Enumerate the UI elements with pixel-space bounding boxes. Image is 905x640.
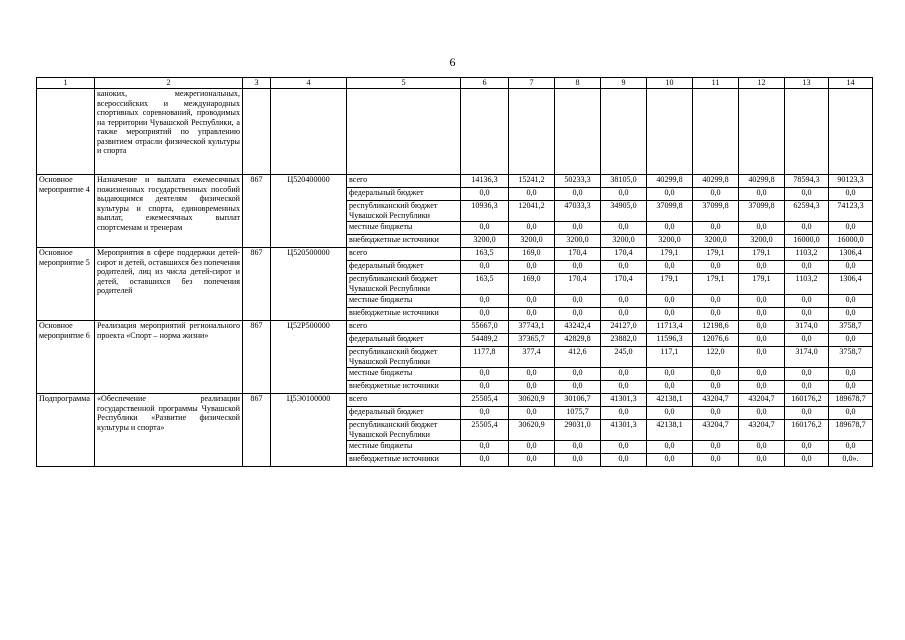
- value-cell: 117,1: [647, 347, 693, 368]
- activity-description: Назначение и выплата ежемесячных пожизненных государственных пособий выдающимся деятелям физической культуры и спорта, единовременных выплат, ежемесячных выплат спортсменам и тренерам: [95, 175, 243, 248]
- empty-cell: [829, 89, 873, 175]
- value-cell: 29031,0: [555, 420, 601, 441]
- value-cell: 0,0: [601, 188, 647, 201]
- value-cell: 0,0: [601, 308, 647, 321]
- funding-source: внебюджетные источники: [347, 381, 461, 394]
- value-cell: 0,0: [601, 295, 647, 308]
- value-cell: 0,0: [601, 381, 647, 394]
- header-cell: 8: [555, 78, 601, 89]
- value-cell: 0,0: [693, 407, 739, 420]
- value-cell: 0,0: [785, 188, 829, 201]
- value-cell: 169,0: [509, 274, 555, 295]
- funding-source: федеральный бюджет: [347, 188, 461, 201]
- value-cell: 0,0: [739, 188, 785, 201]
- value-cell: 0,0: [739, 441, 785, 454]
- value-cell: 179,1: [647, 248, 693, 261]
- activity-description: Реализация мероприятий регионального проекта «Спорт – норма жизни»: [95, 321, 243, 394]
- header-cell: 10: [647, 78, 693, 89]
- value-cell: 0,0: [509, 441, 555, 454]
- value-cell: 179,1: [693, 248, 739, 261]
- value-cell: 0,0: [509, 381, 555, 394]
- value-cell: 0,0: [647, 295, 693, 308]
- value-cell: 0,0: [739, 368, 785, 381]
- value-cell: 0,0: [509, 188, 555, 201]
- value-cell: 37099,8: [739, 201, 785, 222]
- value-cell: 160176,2: [785, 420, 829, 441]
- value-cell: 160176,2: [785, 394, 829, 407]
- table-row: [37, 248, 873, 261]
- value-cell: 15241,2: [509, 175, 555, 188]
- value-cell: 3200,0: [461, 235, 509, 248]
- value-cell: 12041,2: [509, 201, 555, 222]
- continuation-description: каноких, межрегиональных, всероссийских и международных спортивных соревнований, проводимых на территории Чувашской Республики, а также мероприятий по управлению развитием отрасли физической культуры и спорта: [95, 89, 243, 175]
- value-cell: 30620,9: [509, 394, 555, 407]
- value-cell: 0,0: [785, 261, 829, 274]
- value-cell: 189678,7: [829, 394, 873, 407]
- activity-name: Подпрограмма: [37, 394, 95, 467]
- value-cell: 0,0: [739, 222, 785, 235]
- value-cell: 1103,2: [785, 274, 829, 295]
- classification-code: Ц520400000: [271, 175, 347, 248]
- value-cell: 0,0: [509, 454, 555, 467]
- value-cell: 0,0: [509, 407, 555, 420]
- empty-cell: [601, 89, 647, 175]
- header-cell: 9: [601, 78, 647, 89]
- value-cell: 16000,0: [785, 235, 829, 248]
- value-cell: 0,0: [601, 441, 647, 454]
- value-cell: 74123,3: [829, 201, 873, 222]
- funding-source: внебюджетные источники: [347, 308, 461, 321]
- value-cell: 0,0: [509, 261, 555, 274]
- value-cell: 37743,1: [509, 321, 555, 334]
- header-cell: 14: [829, 78, 873, 89]
- value-cell: 3758,7: [829, 347, 873, 368]
- activity-description: Мероприятия в сфере поддержки детей-сирот и детей, оставшихся без попечения родителей, лиц из числа детей-сирот и детей, оставшихся без попечения родителей: [95, 248, 243, 321]
- value-cell: 189678,7: [829, 420, 873, 441]
- value-cell: 38105,0: [601, 175, 647, 188]
- value-cell: 0,0: [785, 368, 829, 381]
- header-cell: 7: [509, 78, 555, 89]
- value-cell: 37099,8: [693, 201, 739, 222]
- value-cell: 0,0: [555, 454, 601, 467]
- continuation-row: [37, 89, 873, 175]
- value-cell: 0,0: [739, 407, 785, 420]
- value-cell: 170,4: [555, 274, 601, 295]
- value-cell: 0,0».: [829, 454, 873, 467]
- table-row: [37, 175, 873, 188]
- value-cell: 245,0: [601, 347, 647, 368]
- value-cell: 0,0: [461, 308, 509, 321]
- value-cell: 24127,0: [601, 321, 647, 334]
- value-cell: 412,6: [555, 347, 601, 368]
- value-cell: 43242,4: [555, 321, 601, 334]
- empty-cell: [509, 89, 555, 175]
- value-cell: 3200,0: [693, 235, 739, 248]
- header-cell: 1: [37, 78, 95, 89]
- value-cell: 3174,0: [785, 321, 829, 334]
- funding-source: внебюджетные источники: [347, 454, 461, 467]
- funding-source: местные бюджеты: [347, 441, 461, 454]
- funding-source: федеральный бюджет: [347, 407, 461, 420]
- funding-source: республиканский бюджет Чувашской Республики: [347, 201, 461, 222]
- empty-cell: [243, 89, 271, 175]
- value-cell: 0,0: [509, 222, 555, 235]
- value-cell: 1075,7: [555, 407, 601, 420]
- value-cell: 0,0: [785, 334, 829, 347]
- value-cell: 0,0: [785, 295, 829, 308]
- value-cell: 163,5: [461, 274, 509, 295]
- value-cell: 54489,2: [461, 334, 509, 347]
- budget-table: [36, 77, 873, 467]
- value-cell: 0,0: [739, 454, 785, 467]
- empty-cell: [347, 89, 461, 175]
- funding-source: республиканский бюджет Чувашской Республики: [347, 274, 461, 295]
- value-cell: 0,0: [601, 407, 647, 420]
- value-cell: 3200,0: [601, 235, 647, 248]
- funding-source: местные бюджеты: [347, 368, 461, 381]
- activity-name: Основное мероприятие 4: [37, 175, 95, 248]
- value-cell: 42829,8: [555, 334, 601, 347]
- value-cell: 0,0: [739, 347, 785, 368]
- value-cell: 0,0: [693, 308, 739, 321]
- value-cell: 0,0: [555, 441, 601, 454]
- value-cell: 12076,6: [693, 334, 739, 347]
- value-cell: 0,0: [693, 261, 739, 274]
- value-cell: 163,5: [461, 248, 509, 261]
- value-cell: 41301,3: [601, 420, 647, 441]
- value-cell: 0,0: [461, 407, 509, 420]
- value-cell: 0,0: [785, 308, 829, 321]
- empty-cell: [555, 89, 601, 175]
- funding-source: республиканский бюджет Чувашской Республики: [347, 347, 461, 368]
- value-cell: 0,0: [739, 381, 785, 394]
- header-cell: 13: [785, 78, 829, 89]
- value-cell: 0,0: [555, 222, 601, 235]
- value-cell: 0,0: [601, 368, 647, 381]
- value-cell: 0,0: [647, 381, 693, 394]
- value-cell: 170,4: [601, 248, 647, 261]
- table-row: [37, 321, 873, 334]
- value-cell: 0,0: [461, 295, 509, 308]
- value-cell: 37099,8: [647, 201, 693, 222]
- value-cell: 0,0: [647, 407, 693, 420]
- value-cell: 0,0: [509, 368, 555, 381]
- value-cell: 0,0: [647, 222, 693, 235]
- value-cell: 0,0: [693, 222, 739, 235]
- value-cell: 43204,7: [739, 394, 785, 407]
- header-cell: 3: [243, 78, 271, 89]
- classification-code: Ц520500000: [271, 248, 347, 321]
- value-cell: 0,0: [829, 441, 873, 454]
- value-cell: 0,0: [461, 188, 509, 201]
- value-cell: 42138,1: [647, 420, 693, 441]
- funding-source: федеральный бюджет: [347, 261, 461, 274]
- value-cell: 0,0: [739, 321, 785, 334]
- value-cell: 0,0: [461, 454, 509, 467]
- value-cell: 0,0: [647, 441, 693, 454]
- agency-code: 867: [243, 321, 271, 394]
- value-cell: 30106,7: [555, 394, 601, 407]
- page-number: 6: [449, 55, 456, 69]
- value-cell: 170,4: [555, 248, 601, 261]
- value-cell: 179,1: [739, 274, 785, 295]
- value-cell: 16000,0: [829, 235, 873, 248]
- value-cell: 0,0: [829, 261, 873, 274]
- header-cell: 4: [271, 78, 347, 89]
- funding-source: федеральный бюджет: [347, 334, 461, 347]
- funding-source: внебюджетные источники: [347, 235, 461, 248]
- value-cell: 0,0: [829, 368, 873, 381]
- funding-source: всего: [347, 394, 461, 407]
- funding-source: республиканский бюджет Чувашской Республики: [347, 420, 461, 441]
- value-cell: 0,0: [829, 308, 873, 321]
- funding-source: местные бюджеты: [347, 222, 461, 235]
- header-cell: 2: [95, 78, 243, 89]
- value-cell: 78594,3: [785, 175, 829, 188]
- value-cell: 11713,4: [647, 321, 693, 334]
- header-cell: 6: [461, 78, 509, 89]
- value-cell: 40299,8: [693, 175, 739, 188]
- value-cell: 25505,4: [461, 420, 509, 441]
- value-cell: 0,0: [509, 308, 555, 321]
- value-cell: 0,0: [647, 368, 693, 381]
- value-cell: 0,0: [829, 334, 873, 347]
- value-cell: 169,0: [509, 248, 555, 261]
- value-cell: 0,0: [829, 188, 873, 201]
- value-cell: 90123,3: [829, 175, 873, 188]
- classification-code: Ц52P500000: [271, 321, 347, 394]
- value-cell: 3174,0: [785, 347, 829, 368]
- value-cell: 62594,3: [785, 201, 829, 222]
- value-cell: 40299,8: [647, 175, 693, 188]
- empty-cell: [461, 89, 509, 175]
- value-cell: 377,4: [509, 347, 555, 368]
- value-cell: 0,0: [739, 295, 785, 308]
- value-cell: 14136,3: [461, 175, 509, 188]
- value-cell: 0,0: [647, 188, 693, 201]
- value-cell: 0,0: [693, 188, 739, 201]
- value-cell: 0,0: [785, 441, 829, 454]
- value-cell: 1103,2: [785, 248, 829, 261]
- value-cell: 23882,0: [601, 334, 647, 347]
- header-row: [37, 78, 873, 89]
- value-cell: 0,0: [647, 308, 693, 321]
- agency-code: 867: [243, 175, 271, 248]
- empty-cell: [739, 89, 785, 175]
- value-cell: 0,0: [555, 188, 601, 201]
- empty-cell: [271, 89, 347, 175]
- value-cell: 122,0: [693, 347, 739, 368]
- value-cell: 0,0: [461, 222, 509, 235]
- value-cell: 0,0: [739, 261, 785, 274]
- value-cell: 0,0: [601, 261, 647, 274]
- value-cell: 0,0: [739, 308, 785, 321]
- value-cell: 0,0: [693, 454, 739, 467]
- value-cell: 25505,4: [461, 394, 509, 407]
- value-cell: 3758,7: [829, 321, 873, 334]
- value-cell: 0,0: [693, 381, 739, 394]
- value-cell: 0,0: [785, 454, 829, 467]
- value-cell: 37365,7: [509, 334, 555, 347]
- value-cell: 0,0: [739, 334, 785, 347]
- empty-cell: [785, 89, 829, 175]
- agency-code: 867: [243, 394, 271, 467]
- funding-source: местные бюджеты: [347, 295, 461, 308]
- value-cell: 42138,1: [647, 394, 693, 407]
- value-cell: 55667,0: [461, 321, 509, 334]
- header-cell: 12: [739, 78, 785, 89]
- value-cell: 0,0: [829, 222, 873, 235]
- value-cell: 43204,7: [693, 394, 739, 407]
- value-cell: 0,0: [829, 407, 873, 420]
- empty-cell: [693, 89, 739, 175]
- value-cell: 0,0: [555, 261, 601, 274]
- value-cell: 179,1: [693, 274, 739, 295]
- value-cell: 43204,7: [693, 420, 739, 441]
- funding-source: всего: [347, 321, 461, 334]
- value-cell: 0,0: [509, 295, 555, 308]
- value-cell: 41301,3: [601, 394, 647, 407]
- value-cell: 0,0: [647, 261, 693, 274]
- value-cell: 1177,8: [461, 347, 509, 368]
- value-cell: 1306,4: [829, 274, 873, 295]
- value-cell: 0,0: [601, 222, 647, 235]
- value-cell: 3200,0: [555, 235, 601, 248]
- value-cell: 0,0: [785, 381, 829, 394]
- value-cell: 3200,0: [509, 235, 555, 248]
- value-cell: 0,0: [461, 261, 509, 274]
- value-cell: 40299,8: [739, 175, 785, 188]
- value-cell: 0,0: [555, 381, 601, 394]
- value-cell: 34905,0: [601, 201, 647, 222]
- value-cell: 0,0: [693, 295, 739, 308]
- value-cell: 0,0: [555, 368, 601, 381]
- header-cell: 5: [347, 78, 461, 89]
- activity-description: «Обеспечение реализации государственной программы Чувашской Республики «Развитие физической культуры и спорта»: [95, 394, 243, 467]
- activity-name: Основное мероприятие 5: [37, 248, 95, 321]
- value-cell: 0,0: [461, 368, 509, 381]
- value-cell: 3200,0: [647, 235, 693, 248]
- value-cell: 179,1: [647, 274, 693, 295]
- value-cell: 43204,7: [739, 420, 785, 441]
- value-cell: 1306,4: [829, 248, 873, 261]
- value-cell: 30620,9: [509, 420, 555, 441]
- agency-code: 867: [243, 248, 271, 321]
- value-cell: 0,0: [461, 381, 509, 394]
- funding-source: всего: [347, 175, 461, 188]
- value-cell: 0,0: [829, 295, 873, 308]
- funding-source: всего: [347, 248, 461, 261]
- value-cell: 0,0: [693, 441, 739, 454]
- value-cell: 0,0: [461, 441, 509, 454]
- table-row: [37, 394, 873, 407]
- value-cell: 0,0: [647, 454, 693, 467]
- value-cell: 179,1: [739, 248, 785, 261]
- header-cell: 11: [693, 78, 739, 89]
- value-cell: 47033,3: [555, 201, 601, 222]
- value-cell: 11596,3: [647, 334, 693, 347]
- value-cell: 0,0: [785, 407, 829, 420]
- value-cell: 0,0: [555, 295, 601, 308]
- value-cell: 10936,3: [461, 201, 509, 222]
- value-cell: 50233,3: [555, 175, 601, 188]
- value-cell: 0,0: [785, 222, 829, 235]
- value-cell: 3200,0: [739, 235, 785, 248]
- value-cell: 0,0: [601, 454, 647, 467]
- value-cell: 0,0: [829, 381, 873, 394]
- empty-cell: [647, 89, 693, 175]
- activity-name: Основное мероприятие 6: [37, 321, 95, 394]
- classification-code: Ц5Э0100000: [271, 394, 347, 467]
- value-cell: 0,0: [555, 308, 601, 321]
- empty-cell: [37, 89, 95, 175]
- value-cell: 170,4: [601, 274, 647, 295]
- value-cell: 12198,6: [693, 321, 739, 334]
- value-cell: 0,0: [693, 368, 739, 381]
